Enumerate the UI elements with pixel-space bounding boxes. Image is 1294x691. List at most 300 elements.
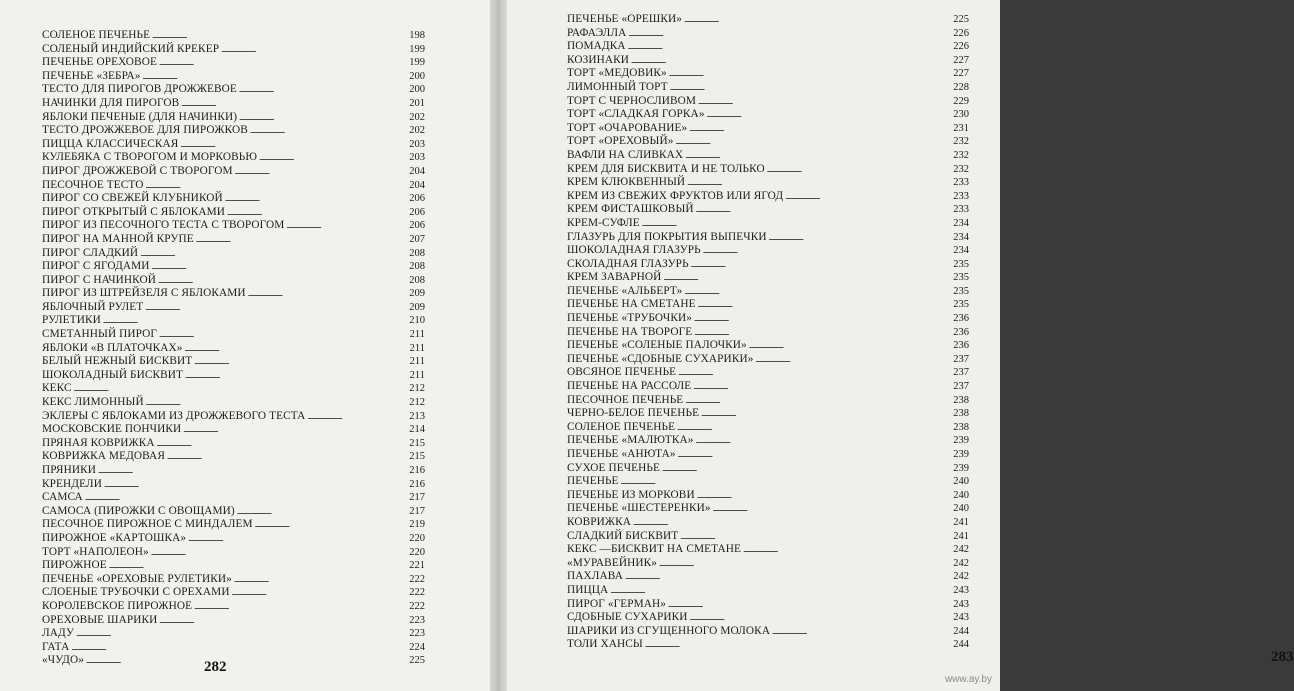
toc-entry-page: 237 (953, 353, 969, 365)
toc-entry-title: ОРЕХОВЫЕ ШАРИКИ (42, 613, 158, 626)
toc-entry-page: 235 (953, 299, 969, 311)
toc-entry-page: 236 (953, 326, 969, 338)
dot-leader (158, 274, 407, 289)
toc-entry-page: 243 (953, 584, 969, 596)
toc-entry (42, 437, 425, 451)
dot-leader (678, 366, 951, 381)
toc-entry-page: 239 (953, 435, 969, 447)
toc-entry (567, 611, 969, 625)
toc-entry-page: 244 (953, 625, 969, 637)
toc-entry (42, 546, 425, 560)
dot-leader (109, 559, 407, 574)
toc-entry-page: 241 (953, 530, 969, 542)
toc-entry-title: ПИРОГ С ЯГОДАМИ (42, 260, 150, 273)
toc-entry (42, 586, 425, 600)
toc-entry (42, 573, 425, 587)
toc-entry-title: КОВРИЖКА МЕДОВАЯ (42, 450, 165, 463)
dot-leader (159, 614, 407, 629)
toc-entry-title: ПРЯНАЯ КОВРИЖКА (42, 436, 155, 449)
toc-entry (42, 627, 425, 641)
toc-entry-title: ПИРОГ ОТКРЫТЫЙ С ЯБЛОКАМИ (42, 205, 226, 218)
toc-entry-page: 220 (409, 546, 425, 558)
toc-entry-title: ПИРОГ ДРОЖЖЕВОЙ С ТВОРОГОМ (42, 164, 233, 177)
dot-leader (628, 40, 952, 55)
toc-entry-page: 225 (409, 655, 425, 667)
toc-entry-title: СДОБНЫЕ СУХАРИКИ (567, 611, 688, 624)
toc-entry-title: КЕКС —БИСКВИТ НА СМЕТАНЕ (567, 543, 742, 556)
toc-entry (42, 382, 425, 396)
toc-entry-page: 232 (953, 136, 969, 148)
dot-leader (668, 598, 951, 613)
dot-leader (680, 530, 951, 545)
toc-entry-page: 240 (953, 503, 969, 515)
dot-leader (684, 285, 951, 300)
toc-entry-title: ПИЦЦА (567, 583, 609, 596)
toc-entry-page: 238 (953, 421, 969, 433)
toc-entry-page: 225 (953, 14, 969, 25)
toc-entry (567, 584, 969, 598)
toc-entry-page: 226 (953, 41, 969, 53)
toc-entry (42, 314, 425, 328)
toc-entry-page: 227 (953, 54, 969, 66)
toc-entry-page: 199 (409, 57, 425, 69)
toc-entry (42, 124, 425, 138)
toc-entry-title: ПЕЧЕНЬЕ (567, 475, 619, 488)
toc-entry-page: 207 (409, 233, 425, 245)
dot-leader (695, 434, 951, 449)
dot-leader (74, 382, 408, 397)
toc-entry (42, 614, 425, 628)
toc-entry-page: 234 (953, 245, 969, 257)
toc-entry-page: 235 (953, 258, 969, 270)
toc-entry (567, 462, 969, 476)
toc-entry (567, 95, 969, 109)
toc-entry-title: КРЕМ ЗАВАРНОЙ (567, 271, 662, 284)
dot-leader (662, 462, 951, 477)
toc-entry-page: 208 (409, 274, 425, 286)
toc-entry (42, 179, 425, 193)
toc-entry-page: 232 (953, 163, 969, 175)
toc-entry-title: ТОРТ «МЕДОВИК» (567, 67, 667, 80)
dot-leader (235, 165, 408, 180)
toc-entry (567, 285, 969, 299)
toc-entry (567, 339, 969, 353)
toc-entry-page: 221 (409, 560, 425, 572)
toc-entry-title: ШОКОЛАДНАЯ ГЛАЗУРЬ (567, 244, 701, 257)
toc-entry-title: СКОЛАДНАЯ ГЛАЗУРЬ (567, 257, 689, 270)
toc-entry-page: 230 (953, 109, 969, 121)
dot-leader (98, 464, 407, 479)
toc-entry-title: ПИРОГ СЛАДКИЙ (42, 246, 139, 259)
dot-leader (678, 448, 952, 463)
toc-entry-page: 202 (409, 125, 425, 137)
toc-entry (42, 654, 425, 668)
toc-entry-title: КРЕМ ДЛЯ БИСКВИТА И НЕ ТОЛЬКО (567, 162, 765, 175)
toc-entry-page: 235 (953, 272, 969, 284)
toc-entry-title: ПЕЧЕНЬЕ «СДОБНЫЕ СУХАРИКИ» (567, 352, 754, 365)
toc-entry (42, 233, 425, 247)
toc-entry (567, 353, 969, 367)
left-page-number: 282 (204, 659, 227, 675)
dot-leader (286, 219, 407, 234)
toc-entry (567, 448, 969, 462)
toc-entry (567, 271, 969, 285)
toc-entry-page: 241 (953, 516, 969, 528)
toc-entry-page: 237 (953, 381, 969, 393)
toc-entry-title: ПРЯНИКИ (42, 464, 96, 476)
toc-entry (42, 342, 425, 356)
toc-entry (42, 450, 425, 464)
dot-leader (188, 532, 407, 547)
toc-entry-page: 204 (409, 165, 425, 177)
toc-entry-page: 224 (409, 641, 425, 653)
toc-entry (42, 274, 425, 288)
toc-entry (42, 260, 425, 274)
dot-leader (194, 600, 407, 615)
toc-entry-page: 216 (409, 478, 425, 490)
dot-leader (180, 138, 407, 153)
dot-leader (743, 543, 951, 558)
dot-leader (239, 111, 407, 126)
dot-leader (71, 641, 407, 656)
toc-entry-title: ШОКОЛАДНЫЙ БИСКВИТ (42, 368, 184, 381)
toc-entry-page: 231 (953, 122, 969, 134)
dot-leader (767, 163, 952, 178)
toc-entry-page: 236 (953, 313, 969, 325)
dot-leader (152, 260, 408, 275)
toc-entry-title: ЛАДУ (42, 627, 75, 640)
dot-leader (701, 407, 951, 422)
toc-entry-page: 234 (953, 217, 969, 229)
toc-entry (567, 570, 969, 584)
dot-leader (259, 151, 407, 166)
dot-leader (227, 206, 407, 221)
toc-entry (42, 518, 425, 532)
toc-entry-page: 209 (409, 301, 425, 313)
toc-entry (42, 29, 425, 43)
dot-leader (703, 244, 951, 259)
toc-entry-page: 226 (953, 27, 969, 39)
toc-entry (42, 56, 425, 70)
toc-entry-title: СОЛЕНОЕ ПЕЧЕНЬЕ (42, 29, 151, 41)
toc-entry (567, 298, 969, 312)
dot-leader (146, 396, 408, 411)
toc-entry-page: 203 (409, 138, 425, 150)
dot-leader (239, 83, 407, 98)
dot-leader (625, 570, 951, 585)
toc-entry-title: ПЕЧЕНЬЕ «ШЕСТЕРЕНКИ» (567, 502, 711, 515)
toc-entry-page: 198 (409, 30, 425, 41)
toc-entry (567, 217, 969, 231)
toc-entry-title: ПЕЧЕНЬЕ ИЗ МОРКОВИ (567, 488, 695, 501)
toc-entry-page: 201 (409, 97, 425, 109)
toc-entry-page: 217 (409, 505, 425, 517)
dot-leader (694, 312, 951, 327)
toc-entry-title: ПЕЧЕНЬЕ НА СМЕТАНЕ (567, 298, 696, 311)
toc-entry (42, 151, 425, 165)
toc-entry (567, 380, 969, 394)
toc-entry-title: ПЕЧЕНЬЕ «АЛЬБЕРТ» (567, 284, 683, 297)
toc-entry (42, 247, 425, 261)
toc-entry-title: САМОСА (ПИРОЖКИ С ОВОЩАМИ) (42, 504, 235, 517)
toc-entry (42, 641, 425, 655)
toc-entry (567, 516, 969, 530)
toc-entry-page: 200 (409, 70, 425, 82)
dot-leader (159, 328, 408, 343)
toc-entry-page: 227 (953, 68, 969, 80)
toc-entry (42, 165, 425, 179)
toc-entry-title: ТОРТ «ОЧАРОВАНИЕ» (567, 121, 688, 134)
toc-entry (567, 394, 969, 408)
dot-leader (103, 314, 407, 329)
toc-entry-title: ПЕЧЕНЬЕ «ОРЕШКИ» (567, 13, 682, 25)
toc-entry-title: БЕЛЫЙ НЕЖНЫЙ БИСКВИТ (42, 355, 193, 368)
toc-entry-title: ЯБЛОКИ ПЕЧЕНЫЕ (ДЛЯ НАЧИНКИ) (42, 110, 238, 123)
toc-entry-page: 208 (409, 247, 425, 259)
dot-leader (696, 203, 952, 218)
toc-entry-page: 206 (409, 206, 425, 218)
dot-leader (157, 437, 408, 452)
dot-leader (689, 122, 951, 137)
dot-leader (143, 70, 408, 85)
dot-leader (749, 339, 951, 354)
toc-entry-page: 206 (409, 220, 425, 232)
toc-entry-title: ТОЛИ ХАНСЫ (567, 638, 643, 651)
dot-leader (140, 247, 407, 262)
toc-entry-title: САМСА (42, 491, 83, 504)
toc-entry (42, 423, 425, 437)
toc-entry-page: 234 (953, 231, 969, 243)
toc-entry-title: «ЧУДО» (42, 654, 84, 667)
toc-entry-page: 219 (409, 519, 425, 531)
toc-entry-page: 239 (953, 449, 969, 460)
toc-entry-title: ПЕЧЕНЬЕ «ТРУБОЧКИ» (567, 312, 692, 325)
toc-entry (567, 54, 969, 68)
toc-entry (42, 532, 425, 546)
dot-leader (633, 516, 951, 531)
dot-leader (785, 190, 951, 205)
dot-leader (628, 27, 951, 42)
toc-entry (567, 135, 969, 149)
dot-leader (698, 298, 952, 313)
toc-entry-page: 216 (409, 465, 425, 476)
toc-entry (42, 219, 425, 233)
toc-entry-page: 232 (953, 149, 969, 161)
dot-leader (250, 124, 407, 139)
dot-leader (237, 505, 407, 520)
toc-entry-page: 211 (409, 369, 425, 381)
toc-entry-page: 211 (409, 342, 425, 354)
toc-entry-title: ПЕЧЕНЬЕ НА РАССОЛЕ (567, 380, 692, 393)
toc-entry-page: 202 (409, 111, 425, 123)
toc-entry (567, 231, 969, 245)
dot-leader (707, 108, 952, 123)
toc-entry-title: КОЗИНАКИ (567, 53, 630, 66)
dot-leader (234, 573, 407, 588)
dot-leader (685, 149, 951, 164)
toc-entry (567, 598, 969, 612)
toc-entry-page: 204 (409, 179, 425, 191)
dot-leader (196, 233, 408, 248)
toc-entry (42, 559, 425, 573)
toc-entry-page: 209 (409, 288, 425, 300)
toc-entry-title: СЛОЕНЫЕ ТРУБОЧКИ С ОРЕХАМИ (42, 586, 230, 599)
toc-entry-page: 210 (409, 315, 425, 327)
toc-entry-title: ПЕЧЕНЬЕ «МАЛЮТКА» (567, 434, 694, 447)
toc-entry (567, 326, 969, 340)
toc-entry-page: 223 (409, 628, 425, 640)
toc-entry (42, 97, 425, 111)
dot-leader (772, 625, 951, 640)
toc-entry-title: ПИЦЦА КЛАССИЧЕСКАЯ (42, 137, 179, 150)
watermark: www.ay.by (944, 674, 992, 685)
toc-entry (42, 287, 425, 301)
toc-entry (567, 638, 969, 652)
toc-entry (567, 40, 969, 54)
dot-leader (684, 13, 951, 28)
toc-entry-page: 214 (409, 424, 425, 436)
right-page-number: 283 (1271, 649, 1294, 665)
toc-entry-page: 237 (953, 367, 969, 379)
toc-entry-page: 206 (409, 193, 425, 205)
toc-entry-page: 229 (953, 95, 969, 107)
toc-entry-title: ВАФЛИ НА СЛИВКАХ (567, 148, 684, 161)
toc-entry (567, 81, 969, 95)
toc-entry-page: 228 (953, 81, 969, 93)
toc-entry-title: КЕКС (42, 382, 72, 395)
toc-entry-title: ТЕСТО ДРОЖЖЕВОЕ ДЛЯ ПИРОЖКОВ (42, 124, 248, 137)
dot-leader (694, 326, 951, 341)
toc-entry (42, 464, 425, 478)
toc-entry-title: ПИРОЖНОЕ «КАРТОШКА» (42, 531, 187, 544)
toc-entry-title: ТОРТ «СЛАДКАЯ ГОРКА» (567, 108, 705, 121)
toc-entry-title: СОЛЕНЫЙ ИНДИЙСКИЙ КРЕКЕР (42, 42, 220, 55)
toc-entry-title: ПЕЧЕНЬЕ «ЗЕБРА» (42, 69, 141, 82)
dot-leader (621, 475, 952, 490)
toc-entry (567, 190, 969, 204)
toc-entry-page: 223 (409, 614, 425, 626)
toc-entry (42, 111, 425, 125)
dot-leader (669, 67, 951, 82)
dot-leader (194, 355, 407, 370)
toc-entry (567, 312, 969, 326)
dot-leader (185, 342, 408, 357)
toc-entry-page: 215 (409, 451, 425, 463)
toc-entry (567, 176, 969, 190)
toc-entry-page: 238 (953, 394, 969, 406)
toc-entry-title: ГАТА (42, 640, 70, 653)
toc-entry-page: 217 (409, 492, 425, 504)
toc-entry-title: ПЕЧЕНЬЕ «ОРЕХОВЫЕ РУЛЕТИКИ» (42, 572, 232, 585)
dot-leader (698, 95, 951, 110)
dot-leader (610, 584, 951, 599)
dot-leader (85, 491, 407, 506)
toc-entry-title: СЛАДКИЙ БИСКВИТ (567, 529, 679, 542)
toc-entry (567, 244, 969, 258)
toc-entry (42, 478, 425, 492)
dot-leader (690, 611, 952, 626)
toc-entry-page: 243 (953, 598, 969, 610)
toc-entry-page: 211 (409, 356, 425, 368)
left-page (0, 0, 493, 691)
toc-entry (42, 410, 425, 424)
toc-entry-page: 215 (409, 437, 425, 449)
toc-entry-page: 233 (953, 177, 969, 189)
toc-entry-title: ПИРОГ ИЗ ШТРЕЙЗЕЛЯ С ЯБЛОКАМИ (42, 287, 246, 300)
toc-entry (42, 138, 425, 152)
toc-entry-page: 199 (409, 43, 425, 55)
toc-entry (42, 369, 425, 383)
dot-leader (255, 518, 408, 533)
dot-leader (687, 176, 951, 191)
toc-entry-title: ПИРОГ СО СВЕЖЕЙ КЛУБНИКОЙ (42, 192, 223, 205)
toc-entry-page: 212 (409, 397, 425, 409)
toc-entry-title: ПИРОГ НА МАННОЙ КРУПЕ (42, 232, 194, 245)
toc-entry (567, 475, 969, 489)
toc-entry (567, 108, 969, 122)
toc-entry-page: 244 (953, 639, 969, 651)
toc-entry-title: КУЛЕБЯКА С ТВОРОГОМ И МОРКОВЬЮ (42, 151, 258, 164)
toc-entry-title: ПЕЧЕНЬЕ ОРЕХОВОЕ (42, 56, 157, 69)
dot-leader (248, 287, 408, 302)
toc-entry-title: ПАХЛАВА (567, 570, 623, 583)
toc-entry-page: 222 (409, 600, 425, 612)
toc-entry-title: ЛИМОННЫЙ ТОРТ (567, 80, 668, 93)
toc-entry (567, 434, 969, 448)
dot-leader (685, 394, 951, 409)
toc-entry (567, 149, 969, 163)
toc-entry-title: ТОРТ С ЧЕРНОСЛИВОМ (567, 94, 697, 107)
dot-leader (145, 301, 407, 316)
toc-entry (567, 625, 969, 639)
toc-entry (42, 328, 425, 342)
dot-leader (645, 638, 951, 653)
toc-entry-page: 222 (409, 573, 425, 585)
toc-entry-title: СОЛЕНОЕ ПЕЧЕНЬЕ (567, 420, 676, 433)
dot-leader (693, 380, 951, 395)
toc-entry (567, 258, 969, 272)
dot-leader (185, 369, 408, 384)
toc-entry (567, 163, 969, 177)
toc-entry (42, 301, 425, 315)
dot-leader (769, 231, 952, 246)
toc-entry-title: РАФАЭЛЛА (567, 26, 627, 39)
dot-leader (675, 135, 951, 150)
toc-entry-title: ТЕСТО ДЛЯ ПИРОГОВ ДРОЖЖЕВОЕ (42, 83, 237, 96)
toc-entry (42, 600, 425, 614)
toc-entry-title: ЧЕРНО-БЕЛОЕ ПЕЧЕНЬЕ (567, 407, 700, 420)
toc-entry-title: КЕКС ЛИМОННЫЙ (42, 396, 144, 409)
toc-entry (42, 43, 425, 57)
toc-entry-title: ЯБЛОКИ «В ПЛАТОЧКАХ» (42, 341, 183, 354)
dot-leader (225, 192, 407, 207)
toc-entry-page: 203 (409, 152, 425, 164)
toc-entry-title: ПЕЧЕНЬЕ «АНЮТА» (567, 448, 676, 460)
dot-leader (713, 502, 952, 517)
toc-entry (567, 67, 969, 81)
dot-leader (152, 29, 407, 44)
left-table-of-contents (42, 29, 425, 668)
toc-entry-title: ПИРОГ ИЗ ПЕСОЧНОГО ТЕСТА С ТВОРОГОМ (42, 219, 285, 232)
dot-leader (755, 353, 951, 368)
toc-entry-page: 213 (409, 410, 425, 422)
dot-leader (691, 258, 952, 273)
toc-entry-title: МОСКОВСКИЕ ПОНЧИКИ (42, 423, 182, 436)
toc-entry-title: ПЕСОЧНОЕ ТЕСТО (42, 178, 144, 191)
toc-entry-page: 222 (409, 587, 425, 599)
toc-entry-page: 243 (953, 612, 969, 624)
dot-leader (181, 97, 407, 112)
